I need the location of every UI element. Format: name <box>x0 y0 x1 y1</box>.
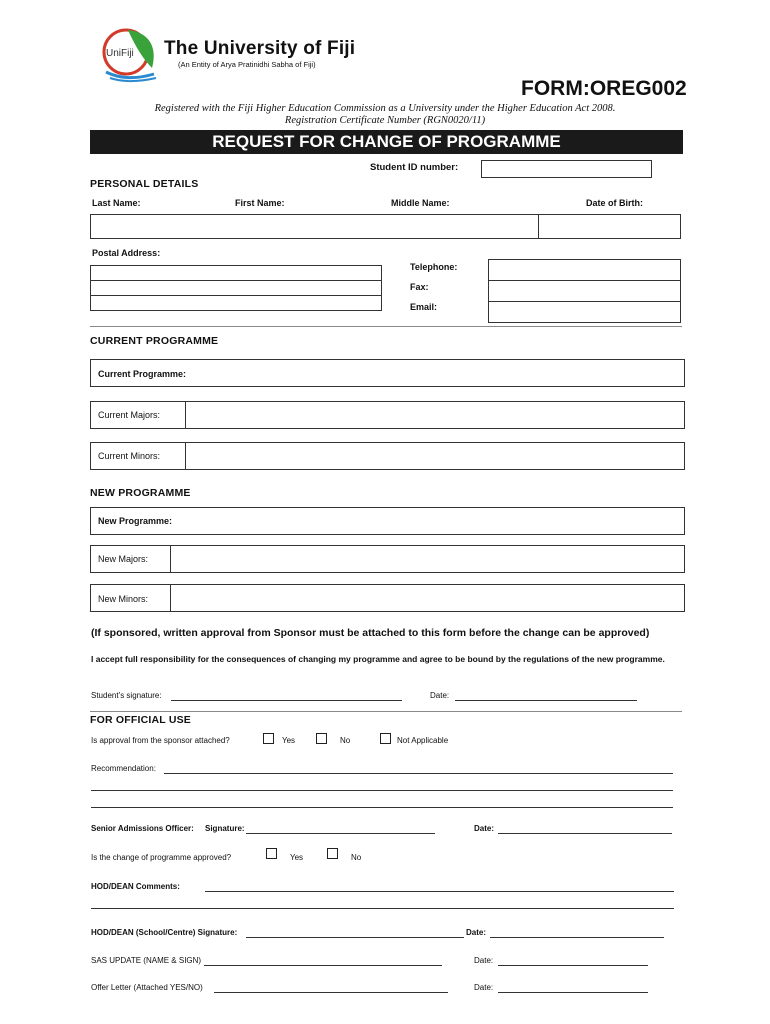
offer-date-label: Date: <box>474 983 494 992</box>
acceptance-statement: I accept full responsibility for the consequences of changing my programme and agree to be bound by the regulations of the new programme. <box>91 654 665 664</box>
official-use-heading: FOR OFFICIAL USE <box>90 714 192 726</box>
sponsor-no-checkbox[interactable] <box>316 733 327 744</box>
logo-text: UniFiji <box>106 48 134 59</box>
registration-line-1: Registered with the Fiji Higher Education Commission as a University under the Higher Education Act 2008. <box>154 103 616 114</box>
recommendation-line-1[interactable] <box>164 773 673 774</box>
new-programme-label: New Programme: <box>98 516 173 526</box>
field-separator <box>170 546 171 572</box>
current-programme-label: Current Programme: <box>98 369 187 379</box>
form-code: FORM:OREG002 <box>521 77 687 100</box>
sponsor-approval-question: Is approval from the sponsor attached? <box>91 736 230 745</box>
date-of-birth-label: Date of Birth: <box>586 198 643 208</box>
recommendation-line-3[interactable] <box>91 807 673 808</box>
sponsor-na-label: Not Applicable <box>397 736 449 745</box>
current-majors-label: Current Majors: <box>98 410 161 420</box>
sao-signature-label: Signature: <box>205 824 245 833</box>
postal-address-line-1[interactable] <box>90 265 382 281</box>
student-date-line[interactable] <box>455 700 637 701</box>
university-name: The University of Fiji <box>164 38 356 59</box>
name-field[interactable] <box>90 214 539 239</box>
new-minors-label: New Minors: <box>98 594 149 604</box>
field-separator <box>170 585 171 611</box>
sponsor-yes-checkbox[interactable] <box>263 733 274 744</box>
email-field[interactable] <box>488 301 681 323</box>
hod-comments-line-2[interactable] <box>91 908 674 909</box>
new-programme-field[interactable] <box>90 507 685 535</box>
approved-yes-checkbox[interactable] <box>266 848 277 859</box>
field-separator <box>185 443 186 469</box>
sao-label: Senior Admissions Officer: <box>91 824 194 833</box>
postal-address-line-2[interactable] <box>90 280 382 296</box>
middle-name-label: Middle Name: <box>391 198 450 208</box>
hod-comments-label: HOD/DEAN Comments: <box>91 882 180 891</box>
personal-details-heading: PERSONAL DETAILS <box>90 178 199 190</box>
sao-date-line[interactable] <box>498 833 672 834</box>
postal-address-line-3[interactable] <box>90 295 382 311</box>
current-programme-heading: CURRENT PROGRAMME <box>90 335 219 347</box>
sponsor-yes-label: Yes <box>282 736 296 745</box>
approved-no-label: No <box>351 853 362 862</box>
date-of-birth-field[interactable] <box>538 214 681 239</box>
last-name-label: Last Name: <box>92 198 141 208</box>
approval-question: Is the change of programme approved? <box>91 853 232 862</box>
sao-date-label: Date: <box>474 824 495 833</box>
student-id-field[interactable] <box>481 160 652 178</box>
offer-letter-line[interactable] <box>214 992 448 993</box>
new-minors-field[interactable] <box>90 584 685 612</box>
sponsor-no-label: No <box>340 736 351 745</box>
current-minors-label: Current Minors: <box>98 451 161 461</box>
student-date-label: Date: <box>430 691 450 700</box>
email-label: Email: <box>410 302 438 312</box>
form-title: REQUEST FOR CHANGE OF PROGRAMME <box>90 130 683 154</box>
sponsor-note: (If sponsored, written approval from Sponsor must be attached to this form before the change can be approved) <box>91 627 650 639</box>
field-separator <box>185 402 186 428</box>
approved-yes-label: Yes <box>290 853 304 862</box>
new-programme-heading: NEW PROGRAMME <box>90 487 191 499</box>
sas-date-label: Date: <box>474 956 494 965</box>
section-divider <box>90 326 682 327</box>
university-entity: (An Entity of Arya Pratinidhi Sabha of Fiji) <box>178 60 316 69</box>
sas-update-line[interactable] <box>204 965 442 966</box>
fax-field[interactable] <box>488 280 681 302</box>
offer-letter-label: Offer Letter (Attached YES/NO) <box>91 983 203 992</box>
current-minors-field[interactable] <box>90 442 685 470</box>
hod-date-line[interactable] <box>490 937 664 938</box>
student-signature-line[interactable] <box>171 700 402 701</box>
hod-comments-line-1[interactable] <box>205 891 674 892</box>
student-id-label: Student ID number: <box>370 162 459 173</box>
university-logo <box>98 24 166 84</box>
offer-date-line[interactable] <box>498 992 648 993</box>
hod-signature-line[interactable] <box>246 937 464 938</box>
hod-signature-label: HOD/DEAN (School/Centre) Signature: <box>91 928 238 937</box>
new-majors-label: New Majors: <box>98 554 149 564</box>
telephone-label: Telephone: <box>410 262 458 272</box>
recommendation-line-2[interactable] <box>91 790 673 791</box>
section-divider <box>90 711 682 712</box>
hod-date-label: Date: <box>466 928 487 937</box>
student-signature-label: Student’s signature: <box>91 691 162 700</box>
registration-line-2: Registration Certificate Number (RGN0020/11) <box>284 115 486 126</box>
recommendation-label: Recommendation: <box>91 764 156 773</box>
sas-update-label: SAS UPDATE (NAME & SIGN) <box>91 956 202 965</box>
postal-address-label: Postal Address: <box>92 248 161 258</box>
sao-signature-line[interactable] <box>246 833 435 834</box>
fax-label: Fax: <box>410 282 429 292</box>
approved-no-checkbox[interactable] <box>327 848 338 859</box>
current-majors-field[interactable] <box>90 401 685 429</box>
new-majors-field[interactable] <box>90 545 685 573</box>
telephone-field[interactable] <box>488 259 681 281</box>
sponsor-na-checkbox[interactable] <box>380 733 391 744</box>
first-name-label: First Name: <box>235 198 285 208</box>
sas-date-line[interactable] <box>498 965 648 966</box>
